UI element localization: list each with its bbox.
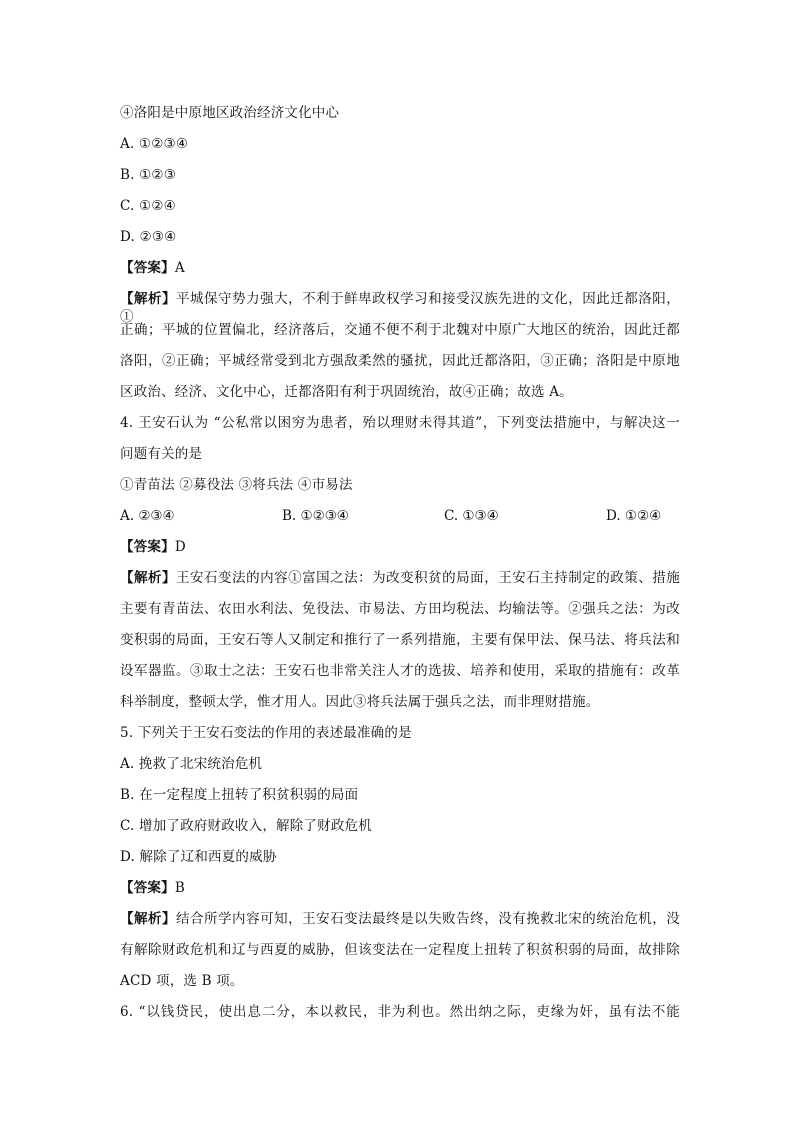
q4-question-line-2: 问题有关的是 xyxy=(120,446,203,462)
answer-value: D xyxy=(174,539,186,555)
analysis-text: 结合所学内容可知，王安石变法最终是以失败告终，没有挽救北宋的统治危机，没 xyxy=(176,911,680,927)
q5-analysis-line-3: ACD 项，选 B 项。 xyxy=(120,973,244,989)
q3-analysis-line-3: 洛阳，②正确；平城经常受到北方强敌柔然的骚扰，因此迁都洛阳，③正确；洛阳是中原地 xyxy=(120,353,680,369)
q4-analysis-line-5: 科举制度，整顿太学，惟才用人。因此③将兵法属于强兵之法，而非理财措施。 xyxy=(120,694,600,710)
q5-option-b: B. 在一定程度上扭转了积贫积弱的局面 xyxy=(120,787,359,803)
answer-label: 【答案】 xyxy=(120,539,175,555)
analysis-label: 【解析】 xyxy=(120,911,177,927)
q4-answer xyxy=(120,538,680,556)
q3-option-a: A. ①②③④ xyxy=(120,136,189,152)
q4-analysis-line-1 xyxy=(120,569,680,587)
q4-option-a: A. ②③④ xyxy=(120,508,175,524)
q3-option-d: D. ②③④ xyxy=(120,229,177,245)
answer-label: 【答案】 xyxy=(120,880,175,896)
q4-option-d: D. ①②④ xyxy=(606,508,662,524)
q3-option-b: B. ①②③ xyxy=(120,167,177,183)
q5-analysis-line-2: 有解除财政危机和辽与西夏的威胁，但该变法在一定程度上扭转了积贫积弱的局面，故排除 xyxy=(120,942,680,958)
q3-option-c: C. ①②④ xyxy=(120,198,176,214)
q5-option-a: A. 挽救了北宋统治危机 xyxy=(120,756,263,772)
q5-analysis-line-1 xyxy=(120,910,680,928)
analysis-text: 平城保守势力强大，不利于鲜卑政权学习和接受汉族先进的文化，因此迁都洛阳，① xyxy=(120,291,680,325)
q4-option-b: B. ①②③④ xyxy=(282,508,349,524)
q6-question-line-1: 6. “以钱贷民，使出息二分，本以救民，非为利也。然出纳之际，吏缘为奸，虽有法不能 xyxy=(120,1004,680,1020)
q5-answer xyxy=(120,879,680,897)
q5-question: 5. 下列关于王安石变法的作用的表述最准确的是 xyxy=(120,725,412,741)
analysis-text: 王安石变法的内容①富国之法：为改变积贫的局面，王安石主持制定的政策、措施 xyxy=(176,570,680,586)
analysis-label: 【解析】 xyxy=(120,291,177,307)
q3-statement-4: ④洛阳是中原地区政治经济文化中心 xyxy=(120,105,340,121)
q4-question-line-1: 4. 王安石认为 “公私常以困穷为患者，殆以理财未得其道”，下列变法措施中，与解决这一 xyxy=(120,415,680,431)
q5-option-d: D. 解除了辽和西夏的威胁 xyxy=(120,849,277,865)
q3-analysis-line-4: 区政治、经济、文化中心，迁都洛阳有利于巩固统治，故④正确；故选 A。 xyxy=(120,384,573,400)
q4-option-c: C. ①③④ xyxy=(444,508,499,524)
analysis-label: 【解析】 xyxy=(120,570,177,586)
q3-analysis-line-2: 正确；平城的位置偏北，经济落后，交通不便不利于北魏对中原广大地区的统治，因此迁都 xyxy=(120,322,680,338)
q4-analysis-line-2: 主要有青苗法、农田水利法、免役法、市易法、方田均税法、均输法等。②强兵之法：为改 xyxy=(120,601,680,617)
q4-items: ①青苗法 ②募役法 ③将兵法 ④市易法 xyxy=(120,477,353,493)
answer-value: B xyxy=(174,880,185,896)
answer-value: A xyxy=(174,260,185,276)
q5-option-c: C. 增加了政府财政收入，解除了财政危机 xyxy=(120,818,372,834)
q4-analysis-line-4: 设军器监。③取士之法：王安石也非常关注人才的选拔、培养和使用，采取的措施有：改革 xyxy=(120,663,680,679)
answer-label: 【答案】 xyxy=(120,260,175,276)
q4-analysis-line-3: 变积弱的局面，王安石等人又制定和推行了一系列措施，主要有保甲法、保马法、将兵法和 xyxy=(120,632,680,648)
q3-answer xyxy=(120,259,680,277)
